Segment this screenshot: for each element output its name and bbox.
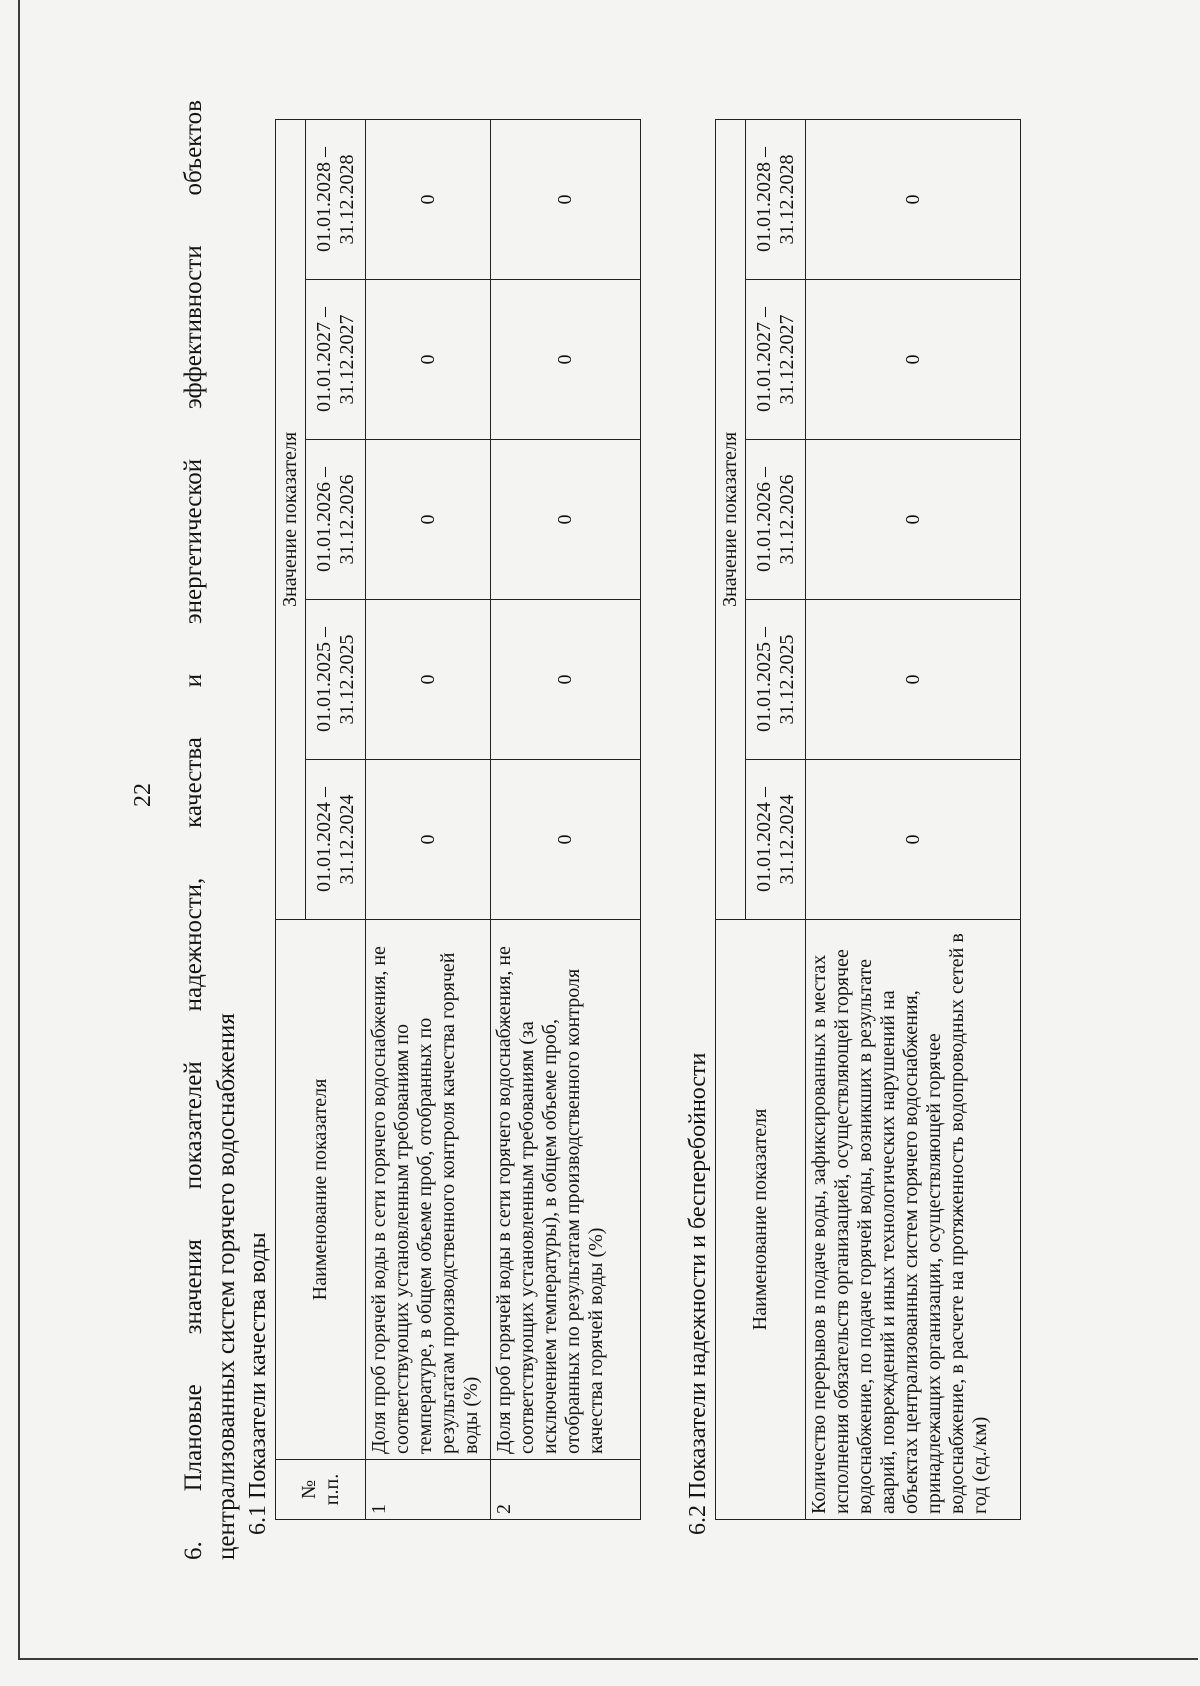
subsection-title-6-1: 6.1 Показатели качества воды [245,1232,271,1535]
row-num: 1 [366,1460,491,1520]
row-value: 0 [366,600,491,760]
header-value-group: Значение показателя [716,119,746,919]
table-row [366,119,491,1519]
heading-word: Плановые [180,1384,207,1492]
row-value: 0 [806,760,1021,920]
period-header: 01.01.2028 – 31.12.2028 [306,119,366,279]
heading-word: надежности, [180,877,207,1012]
header-name: Наименование показателя [276,920,366,1460]
period-header: 01.01.2027 – 31.12.2027 [746,280,806,440]
period-header: 01.01.2025 – 31.12.2025 [746,600,806,760]
row-value: 0 [806,119,1021,279]
section-heading-line1 [180,100,208,1560]
row-num: 2 [491,1460,641,1520]
period-header: 01.01.2025 – 31.12.2025 [306,600,366,760]
period-header: 01.01.2026 – 31.12.2026 [746,440,806,600]
row-value: 0 [366,760,491,920]
water-quality-table [275,119,641,1520]
header-value-group: Значение показателя [276,119,306,919]
row-value: 0 [491,119,641,279]
row-value: 0 [491,440,641,600]
heading-word: 6. [180,1541,207,1560]
row-value: 0 [806,440,1021,600]
period-header: 01.01.2028 – 31.12.2028 [746,119,806,279]
row-value: 0 [491,600,641,760]
period-header: 01.01.2027 – 31.12.2027 [306,280,366,440]
period-header: 01.01.2024 – 31.12.2024 [746,760,806,920]
period-header: 01.01.2026 – 31.12.2026 [306,440,366,600]
heading-word: и [180,673,207,688]
row-value: 0 [806,600,1021,760]
header-num: № п.п. [276,1460,366,1520]
row-value: 0 [806,280,1021,440]
page-number: 22 [130,783,156,807]
subsection-title-6-2: 6.2 Показатели надежности и бесперебойности [685,1052,711,1535]
section-heading-line2: централизованных систем горячего водоснабжения [213,1013,240,1560]
table-row [806,119,1021,1519]
row-value: 0 [491,760,641,920]
heading-word: энергетической [180,458,207,625]
table-row [491,119,641,1519]
row-value: 0 [366,119,491,279]
row-value: 0 [366,440,491,600]
heading-word: качества [180,737,207,828]
row-value: 0 [491,280,641,440]
heading-word: показателей [180,1061,207,1190]
row-name: Количество перерывов в подаче воды, зафиксированных в местах исполнения обязательств организацией, осуществляющей горячее водоснабжение, по подаче горячей воды, возникших в результате аварий, повреждений и иных технологических нарушений на объектах централизованных систем горячего водоснабжения, принадлежащих организации, осуществляющей горячее водоснабжение, в расчете на протяженность водопроводных сетей в год (ед./км) [806,920,1021,1520]
row-value: 0 [366,280,491,440]
heading-word: эффективности [180,245,207,410]
reliability-table [715,119,1021,1520]
period-header: 01.01.2024 – 31.12.2024 [306,760,366,920]
header-name: Наименование показателя [716,920,806,1520]
rotated-document [130,80,1180,1580]
heading-word: значения [180,1239,207,1335]
row-name: Доля проб горячей воды в сети горячего водоснабжения, не соответствующих установленным требованиям (за исключением температуры), в общем объеме проб, отобранных по результатам производственного контроля качества горячей воды (%) [491,920,641,1460]
heading-word: объектов [180,100,207,196]
row-name: Доля проб горячей воды в сети горячего водоснабжения, не соответствующих установленным требованиям по температуре, в общем объеме проб, отобранных по результатам производственного контроля качества горячей воды (%) [366,920,491,1460]
